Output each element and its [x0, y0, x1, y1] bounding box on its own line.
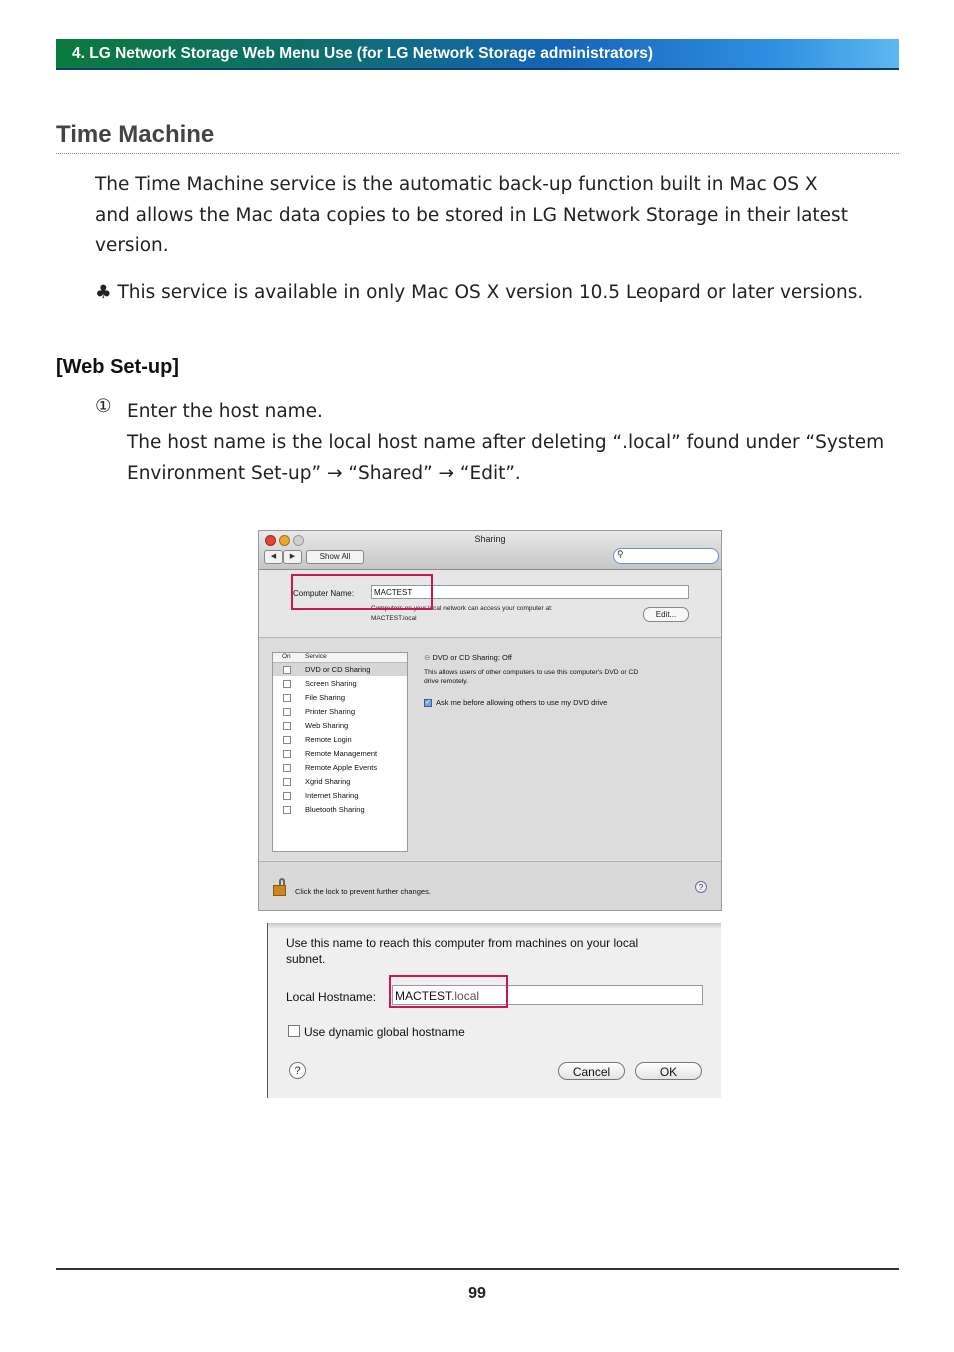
service-checkbox[interactable]: [283, 666, 291, 674]
service-name: File Sharing: [305, 693, 346, 702]
footer-divider: [56, 1268, 899, 1270]
status-desc-line: drive remotely.: [424, 678, 469, 685]
show-all-button[interactable]: Show All: [306, 550, 364, 564]
service-list: [272, 652, 408, 852]
service-name: Bluetooth Sharing: [305, 805, 365, 814]
dynamic-hostname-checkbox[interactable]: [288, 1025, 300, 1037]
service-name: DVD or CD Sharing: [305, 665, 371, 674]
service-row[interactable]: [273, 705, 407, 718]
local-hostname-label: Local Hostname:: [286, 990, 377, 1004]
web-setup-title: [Web Set-up]: [56, 356, 179, 378]
service-row[interactable]: [273, 803, 407, 816]
service-name: Printer Sharing: [305, 707, 356, 716]
local-address: MACTEST.local: [371, 615, 417, 622]
service-row[interactable]: [273, 789, 407, 802]
dynamic-hostname-label: Use dynamic global hostname: [304, 1025, 465, 1039]
step-line: The host name is the local host name after deleting “.local” found under “System: [127, 432, 885, 453]
service-row[interactable]: [273, 775, 407, 788]
forward-button[interactable]: ▶: [283, 550, 302, 564]
sheet-shadow: [268, 923, 721, 929]
service-row[interactable]: [273, 761, 407, 774]
service-row[interactable]: [273, 747, 407, 760]
chapter-header-bar: [56, 39, 899, 70]
service-name: Remote Apple Events: [305, 763, 378, 772]
service-row[interactable]: [273, 691, 407, 704]
ok-button[interactable]: OK: [635, 1062, 702, 1080]
header-service: Service: [305, 653, 327, 660]
sheet-help-icon[interactable]: ?: [289, 1062, 306, 1079]
section-title: Time Machine: [56, 121, 215, 148]
step-instructions: [127, 396, 902, 489]
service-checkbox[interactable]: [283, 778, 291, 786]
step-number: ①: [95, 396, 112, 417]
cancel-button[interactable]: Cancel: [558, 1062, 625, 1080]
lock-text: Click the lock to prevent further changes.: [295, 887, 431, 896]
step-line: Environment Set-up” → “Shared” → “Edit”.: [127, 463, 521, 484]
intro-line: version.: [95, 235, 169, 256]
header-on: On: [282, 653, 291, 660]
service-checkbox[interactable]: [283, 694, 291, 702]
service-row[interactable]: [273, 663, 407, 676]
service-checkbox[interactable]: [283, 736, 291, 744]
computer-name-value: MACTEST: [374, 588, 413, 597]
service-checkbox[interactable]: [283, 722, 291, 730]
status-dot-icon: ⊖: [424, 653, 431, 662]
services-pane: [259, 638, 721, 860]
edit-button[interactable]: Edit...: [643, 607, 689, 622]
service-row[interactable]: [273, 677, 407, 690]
lock-icon[interactable]: [273, 880, 285, 894]
hostname-highlight-box: [389, 975, 508, 1008]
magnifier-icon: ⚲: [617, 549, 624, 559]
step-line: Enter the host name.: [127, 401, 323, 422]
intro-paragraph: [95, 170, 895, 262]
access-description: Computers on your local network can access your computer at:: [371, 605, 553, 612]
service-name: Internet Sharing: [305, 791, 359, 800]
service-checkbox[interactable]: [283, 764, 291, 772]
hostname-suffix: .local: [451, 989, 480, 1003]
service-checkbox[interactable]: [283, 806, 291, 814]
service-row[interactable]: [273, 733, 407, 746]
service-checkbox[interactable]: [283, 750, 291, 758]
computer-name-label: Computer Name:: [293, 589, 354, 598]
window-title: Sharing: [474, 534, 506, 544]
page-number: 99: [468, 1285, 486, 1302]
service-list-header: [273, 653, 407, 663]
back-button[interactable]: ◀: [264, 550, 283, 564]
sheet-desc-line: subnet.: [286, 952, 326, 966]
service-row[interactable]: [273, 719, 407, 732]
intro-line: and allows the Mac data copies to be stored in LG Network Storage in their latest: [95, 204, 848, 226]
service-name: Xgrid Sharing: [305, 777, 351, 786]
search-input[interactable]: [613, 548, 719, 564]
computer-name-pane: [259, 570, 721, 638]
service-name: Web Sharing: [305, 721, 349, 730]
hostname-name: MACTEST: [395, 989, 452, 1003]
service-name: Remote Login: [305, 735, 352, 744]
chapter-header-text: 4. LG Network Storage Web Menu Use (for LG Network Storage administrators): [72, 45, 654, 62]
intro-line: The Time Machine service is the automatic back-up function built in Mac OS X: [95, 174, 818, 195]
service-checkbox[interactable]: [283, 680, 291, 688]
service-checkbox[interactable]: [283, 792, 291, 800]
service-checkbox[interactable]: [283, 708, 291, 716]
dvd-status: [424, 653, 512, 662]
ask-checkbox[interactable]: ✓: [425, 699, 431, 706]
status-desc-line: This allows users of other computers to use this computer's DVD or CD: [424, 669, 639, 676]
highlight-box: [291, 574, 433, 610]
sheet-desc-line: Use this name to reach this computer from machines on your local: [286, 936, 639, 950]
hostname-sheet: [267, 923, 721, 1098]
sharing-window: [258, 530, 722, 911]
version-note: ♣ This service is available in only Mac OS X version 10.5 Leopard or later versions.: [95, 282, 864, 303]
title-divider: [56, 153, 899, 154]
service-name: Remote Management: [305, 749, 378, 758]
lock-bar: [259, 861, 721, 911]
ask-label: Ask me before allowing others to use my DVD drive: [436, 698, 608, 707]
help-icon[interactable]: ?: [695, 881, 707, 893]
status-title: DVD or CD Sharing: Off: [432, 653, 512, 662]
service-name: Screen Sharing: [305, 679, 357, 688]
status-description: [424, 668, 638, 686]
window-titlebar: [259, 531, 721, 570]
